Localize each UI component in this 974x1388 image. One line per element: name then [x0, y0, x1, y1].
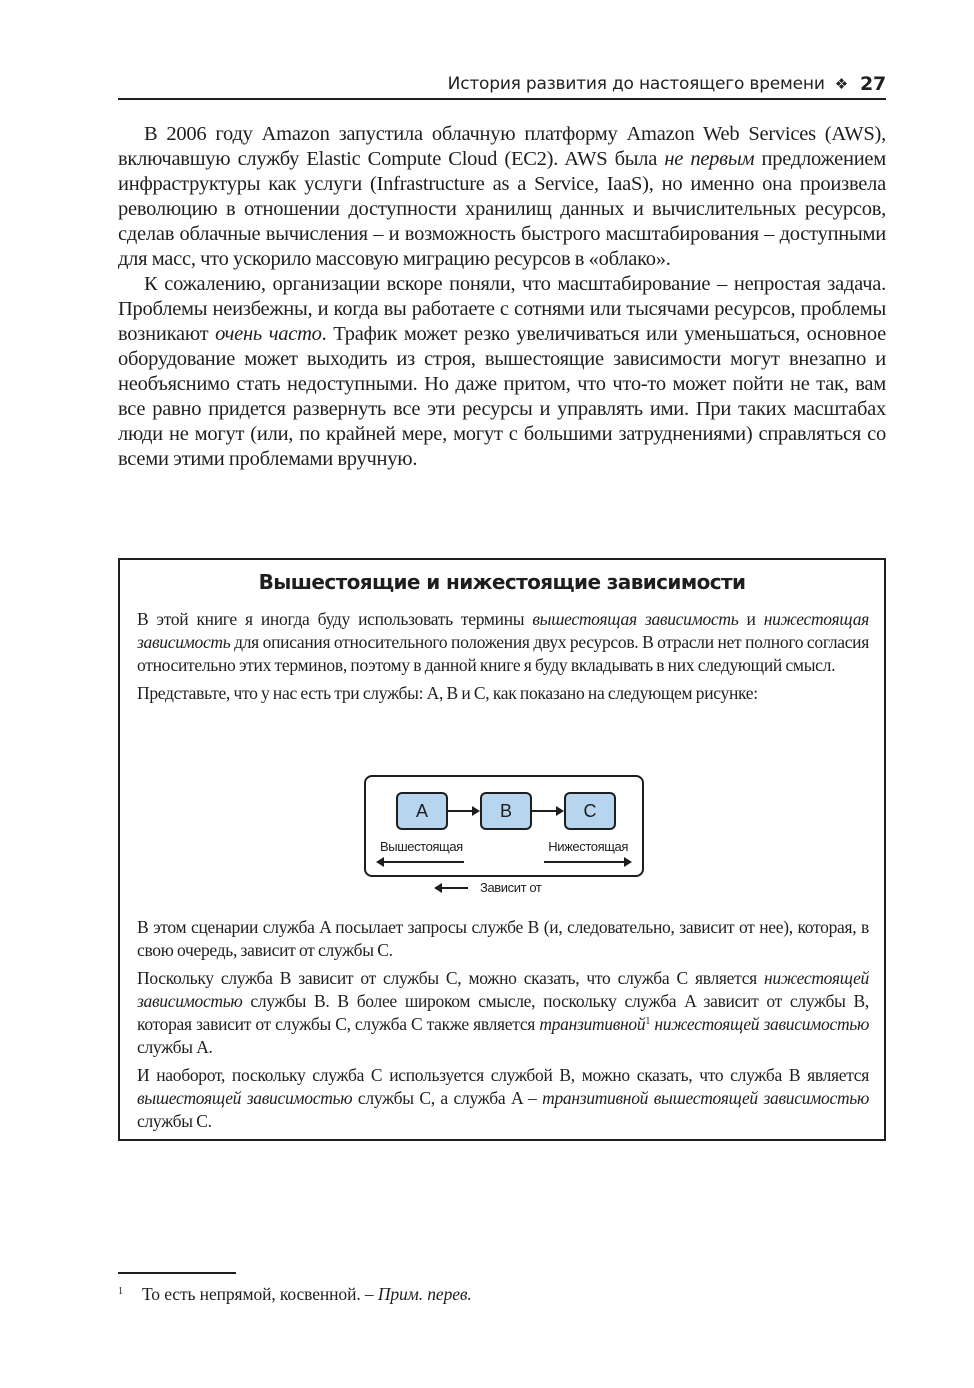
footnote-translator-note: Прим. перев. — [377, 1284, 472, 1304]
arrow-right-icon — [544, 861, 630, 863]
paragraph: Представьте, что у нас есть три службы: A, B и C, как показано на следующем рисунке: — [137, 683, 758, 703]
footnote-text: То есть непрямой, косвенной. – — [142, 1284, 378, 1304]
arrow-left-icon — [436, 887, 468, 889]
emphasis: вышестоящая зависимость — [532, 609, 739, 629]
emphasis: нижестоящей зависимостью — [137, 968, 869, 1011]
emphasis: очень часто — [215, 323, 322, 345]
paragraph: К сожалению, организации вскоре поняли, что масштабирование – непростая задача. Проблемы неизбежны, и когда вы работаете с сотнями или тысячами ресурсов, проблемы возникают очень часто. Трафик может резко увеличиваться или уменьшаться, основное оборудование может выходить из строя, вышестоящие зависимости могут внезапно и необъяснимо стать недоступными. Но даже притом, что что-то может пойти не так, вам все равно придется развернуть все эти ресурсы и управлять ими. При таких масштабах люди не могут (или, по крайней мере, могут с большими затруднениями) справляться со всеми этими проблемами вручную. — [118, 273, 887, 470]
arrow-right-icon — [532, 810, 562, 812]
paragraph: В этом сценарии служба A посылает запросы службе B (и, следовательно, зависит от нее), которая, в свою очередь, зависит от службы C. — [137, 917, 869, 960]
footnote-ref: 1 — [645, 1016, 651, 1027]
paragraph: В этой книге я иногда буду использовать термины вышестоящая зависимость и нижестоящая зависимость для описания относительного положения двух ресурсов. В отрасли нет полного согласия относительно этих терминов, поэтому в данной книге я буду вкладывать в них следующий смысл. — [137, 609, 869, 675]
footnote — [118, 1281, 472, 1305]
emphasis: не первым — [664, 148, 755, 170]
emphasis: нижестоящей зависимостью — [654, 1014, 870, 1034]
paragraph: В 2006 году Amazon запустила облачную платформу Amazon Web Services (AWS), включавшую службу Elastic Compute Cloud (EC2). AWS была не первым предложением инфраструктуры как услуги (Infrastructure as a Service, IaaS), но именно она произвела революцию в отношении доступности хранилищ данных и вычислительных ресурсов, сделав облачные вычисления – и возможность быстрого масштабирования – доступными для масс, что ускорило массовую миграцию ресурсов в «облако». — [118, 123, 886, 270]
footnote-rule — [118, 1272, 236, 1274]
paragraph: И наоборот, поскольку служба C используется службой B, можно сказать, что служба B является вышестоящей зависимостью службы C, а служба A – транзитивной вышестоящей зависимостью службы C. — [137, 1065, 869, 1131]
emphasis: транзитивной вышестоящей зависимостью — [542, 1088, 869, 1108]
emphasis: нижестоящая зависимость — [137, 609, 869, 652]
sidebar-box — [118, 558, 886, 1141]
diagram-legend — [436, 880, 541, 895]
footnote-mark: 1 — [118, 1286, 123, 1297]
paragraph: Поскольку служба B зависит от службы C, можно сказать, что служба C является нижестоящей зависимостью службы B. В более широком смысле, поскольку служба A зависит от службы B, которая зависит от службы C, служба C также является транзитивной$^1$ нижестоящей зависимостью службы A. — [137, 968, 870, 1057]
ornament-icon: ❖ — [834, 75, 848, 93]
service-node-a: A — [396, 792, 448, 830]
dependency-diagram — [364, 775, 644, 877]
emphasis: транзитивной — [539, 1014, 646, 1034]
legend-label: Зависит от — [480, 880, 542, 895]
main-text — [118, 122, 886, 472]
service-node-b: B — [480, 792, 532, 830]
running-title: История развития до настоящего времени — [447, 74, 825, 94]
emphasis: вышестоящей зависимостью — [137, 1088, 353, 1108]
sidebar-intro — [137, 608, 869, 705]
running-header — [118, 70, 886, 100]
page-number: 27 — [859, 73, 886, 95]
upstream-label: Вышестоящая — [380, 839, 463, 854]
service-node-c: C — [564, 792, 616, 830]
arrow-left-icon — [378, 861, 464, 863]
downstream-label: Нижестоящая — [548, 839, 628, 854]
sidebar-title: Вышестоящие и нижестоящие зависимости — [258, 570, 746, 594]
arrow-right-icon — [448, 810, 478, 812]
sidebar-explanation — [137, 916, 869, 1133]
